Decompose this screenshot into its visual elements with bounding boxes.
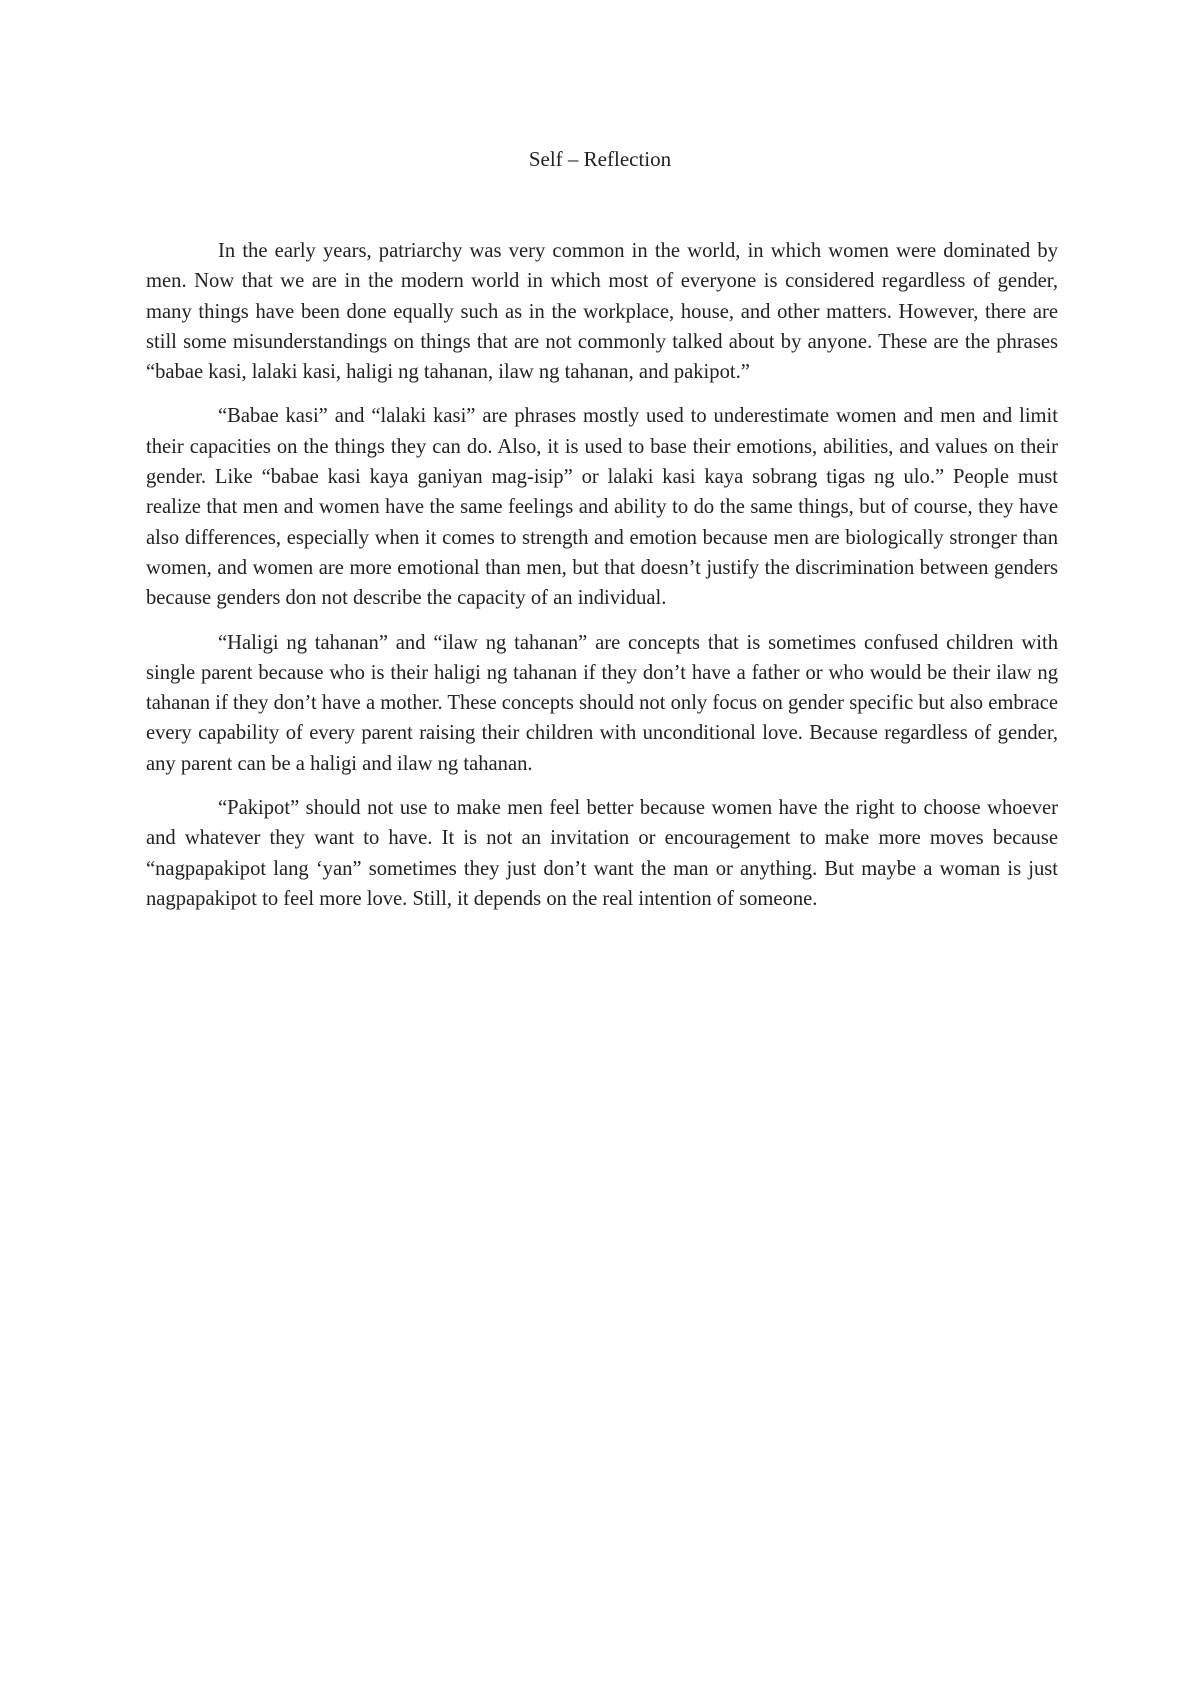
document-body [146, 236, 1058, 928]
paragraph-2: “Babae kasi” and “lalaki kasi” are phrases mostly used to underestimate women and men and limit their capacities on the things they can do. Also, it is used to base their emotions, abilities, and values on their gender. Like “babae kasi kaya ganiyan mag-isip” or lalaki kasi kaya sobrang tigas ng ulo.” People must realize that men and women have the same feelings and ability to do the same things, but of course, they have also differences, especially when it comes to strength and emotion because men are biologically stronger than women, and women are more emotional than men, but that doesn’t justify the discrimination between genders because genders don not describe the capacity of an individual. [146, 405, 1058, 610]
paragraph-1: In the early years, patriarchy was very common in the world, in which women were dominated by men. Now that we are in the modern world in which most of everyone is considered regardless of gender, many things have been done equally such as in the workplace, house, and other matters. However, there are still some misunderstandings on things that are not commonly talked about by anyone. These are the phrases “babae kasi, lalaki kasi, haligi ng tahanan, ilaw ng tahanan, and pakipot.” [146, 240, 1058, 384]
paragraph-4: “Pakipot” should not use to make men feel better because women have the right to choose whoever and whatever they want to have. It is not an invitation or encouragement to make more moves because “nagpapakipot lang ‘yan” sometimes they just don’t want the man or anything. But maybe a woman is just nagpapakipot to feel more love. Still, it depends on the real intention of someone. [146, 797, 1058, 910]
paragraph-3: “Haligi ng tahanan” and “ilaw ng tahanan” are concepts that is sometimes confused children with single parent because who is their haligi ng tahanan if they don’t have a father or who would be their ilaw ng tahanan if they don’t have a mother. These concepts should not only focus on gender specific but also embrace every capability of every parent raising their children with unconditional love. Because regardless of gender, any parent can be a haligi and ilaw ng tahanan. [146, 631, 1058, 775]
document-title: Self – Reflection [528, 147, 672, 171]
